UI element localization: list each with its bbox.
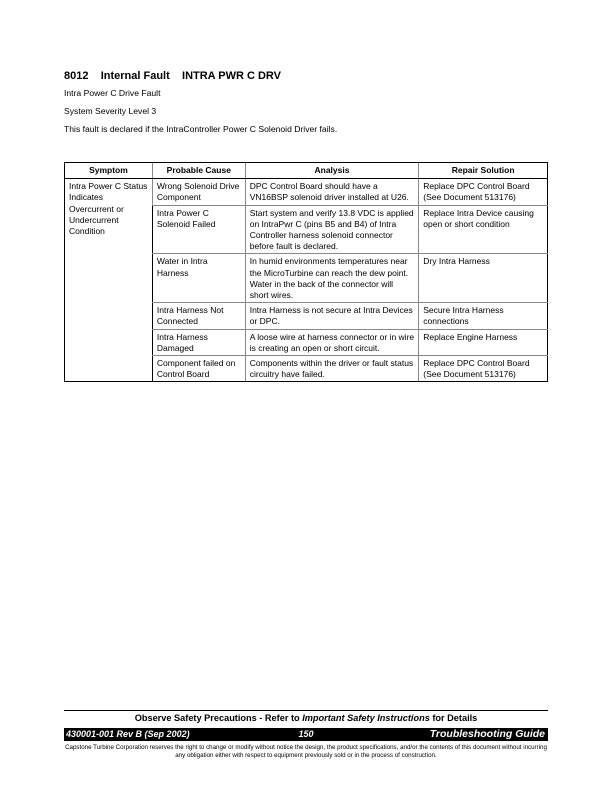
fault-name: Internal Fault [100,70,170,82]
cause-cell: Component failed on Control Board [152,356,245,382]
disclaimer: Capstone Turbine Corporation reserves the right to change or modify without notice the design, the product specifications, and/or the contents of this document without incurring any obligation either with respect to equipment previously sold or in the process of construction. [65,744,547,759]
safety-notice [64,713,548,723]
analysis-cell: DPC Control Board should have a VN16BSP solenoid driver installed at U26. [245,179,419,205]
safety-instructions-reference: Important Safety Instructions [302,713,430,723]
safety-suffix: for Details [429,713,478,723]
header-repair-solution: Repair Solution [419,163,548,179]
repair-cell: Secure Intra Harness connections [419,303,548,329]
table-header-row [65,163,548,179]
footer-divider [64,710,548,711]
repair-cell: Replace Engine Harness [419,329,548,355]
analysis-cell: Intra Harness is not secure at Intra Devices or DPC. [245,303,419,329]
page-number: 150 [298,729,314,739]
header-analysis: Analysis [245,163,419,179]
fault-id: INTRA PWR C DRV [182,70,282,82]
cause-cell: Water in Intra Harness [152,254,245,303]
symptom-cell: Intra Power C Status Indicates Overcurrent or Undercurrent Condition [65,179,153,382]
cause-cell: Wrong Solenoid Drive Component [152,179,245,205]
repair-cell: Replace DPC Control Board (See Document 513176) [419,356,548,382]
repair-cell: Replace Intra Device causing open or short condition [419,205,548,254]
analysis-cell: A loose wire at harness connector or in wire is creating an open or short circuit. [245,329,419,355]
fault-description: Intra Power C Drive Fault [64,88,161,98]
analysis-cell: In humid environments temperatures near the MicroTurbine can reach the dew point. Water in the back of the connector will short wires. [245,254,419,303]
fault-declaration: This fault is declared if the IntraController Power C Solenoid Driver fails. [64,124,338,134]
header-probable-cause: Probable Cause [152,163,245,179]
guide-title: Troubleshooting Guide [429,728,545,740]
cause-cell: Intra Harness Not Connected [152,303,245,329]
safety-prefix: Observe Safety Precautions - Refer to [134,713,303,723]
severity-level: System Severity Level 3 [64,106,157,116]
troubleshooting-table [64,162,548,382]
repair-cell: Replace DPC Control Board (See Document 513176) [419,179,548,205]
footer-bar [64,728,548,741]
repair-cell: Dry Intra Harness [419,254,548,303]
fault-title [64,70,281,82]
cause-cell: Intra Harness Damaged [152,329,245,355]
fault-code: 8012 [64,70,89,82]
document-number: 430001-001 Rev B (Sep 2002) [66,729,190,739]
table-row [65,179,548,205]
analysis-cell: Start system and verify 13.8 VDC is applied on IntraPwr C (pins B5 and B4) of Intra Controller harness solenoid connector before fault is declared. [245,205,419,254]
cause-cell: Intra Power C Solenoid Failed [152,205,245,254]
analysis-cell: Components within the driver or fault status circuitry have failed. [245,356,419,382]
header-symptom: Symptom [65,163,153,179]
